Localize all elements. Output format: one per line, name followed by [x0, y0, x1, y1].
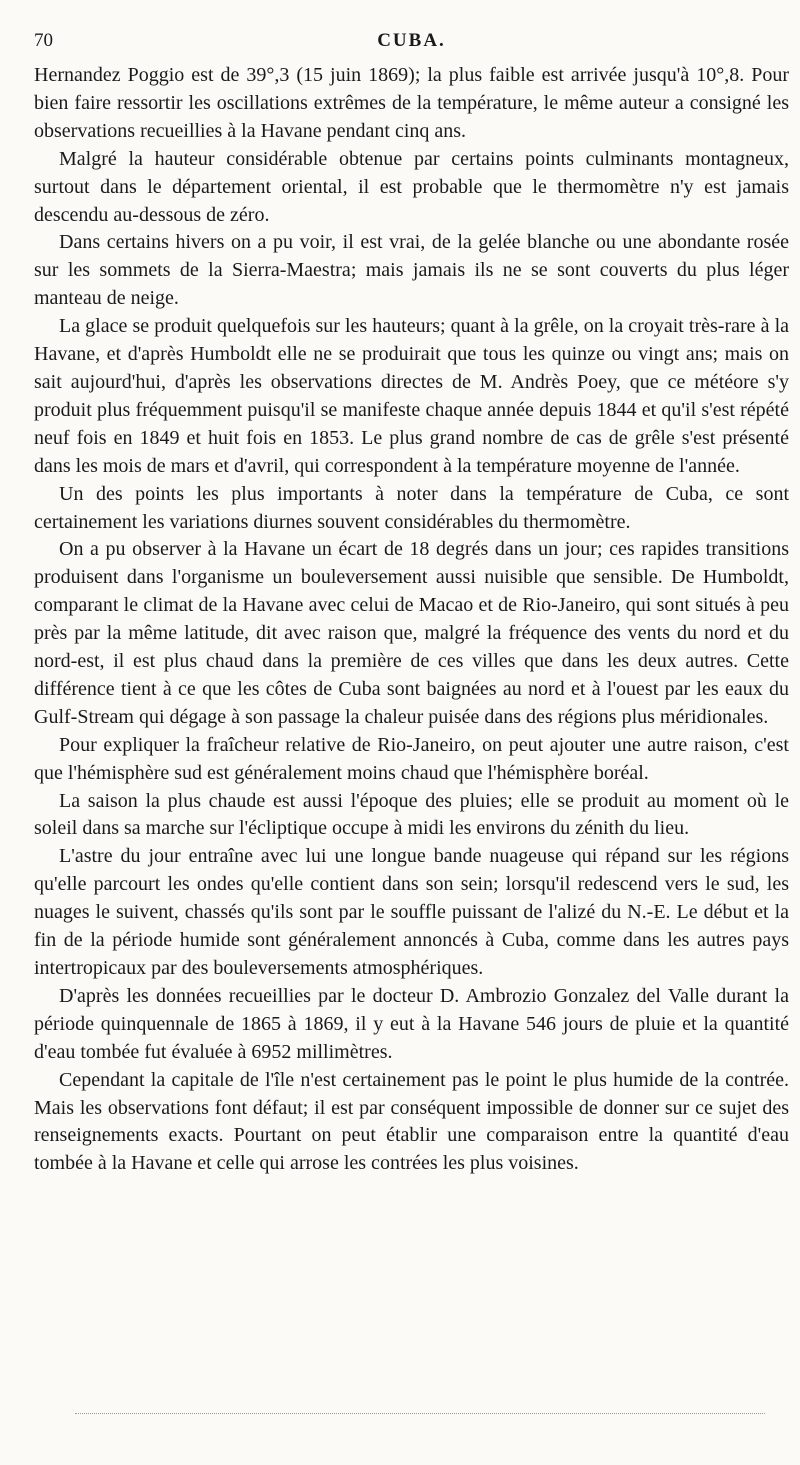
paragraph-6: On a pu observer à la Havane un écart de 18 degrés dans un jour; ces rapides transitions produisent dans l'organisme un bouleversement aussi nuisible que sensible. De Humboldt, comparant le climat de la Havane avec celui de Macao et de Rio-Janeiro, qui sont situés à peu près par la même latitude, dit avec raison que, malgré la fréquence des vents du nord et du nord-est, il est plus chaud dans la première de ces villes que dans les deux autres. Cette différence tient à ce que les côtes de Cuba sont baignées au nord et à l'ouest par les eaux du Gulf-Stream qui dégage à son passage la chaleur puisée dans des régions plus méridionales. [34, 538, 789, 728]
paragraph-8: La saison la plus chaude est aussi l'époque des pluies; elle se produit au moment où le soleil dans sa marche sur l'écliptique occupe à midi les environs du zénith du lieu. [34, 789, 789, 840]
paragraph-10: D'après les données recueillies par le docteur D. Ambrozio Gonzalez del Valle durant la période quinquennale de 1865 à 1869, il y eut à la Havane 546 jours de pluie et la quantité d'eau tombée fut évaluée à 6952 millimètres. [34, 984, 789, 1063]
page-header [34, 30, 789, 60]
paragraph-7: Pour expliquer la fraîcheur relative de Rio-Janeiro, on peut ajouter une autre raison, c'est que l'hémisphère sud est généralement moins chaud que l'hémisphère boréal. [34, 733, 789, 784]
paragraph-3: Dans certains hivers on a pu voir, il est vrai, de la gelée blanche ou une abondante rosée sur les sommets de la Sierra-Maestra; mais jamais ils ne se sont couverts du plus léger manteau de neige. [34, 231, 789, 310]
paragraph-9: L'astre du jour entraîne avec lui une longue bande nuageuse qui répand sur les régions qu'elle parcourt les ondes qu'elle contient dans son sein; lorsqu'il redescend vers le sud, les nuages le suivent, chassés qu'ils sont par le souffle puissant de l'alizé du N.-E. Le début et la fin de la période humide sont généralement annoncés à Cuba, comme dans les autres pays intertropicaux par des bouleversements atmosphériques. [34, 845, 789, 979]
running-head: CUBA. [377, 30, 446, 51]
body-text [34, 62, 789, 1178]
paragraph-11: Cependant la capitale de l'île n'est certainement pas le point le plus humide de la contrée. Mais les observations font défaut; il est par conséquent impossible de donner sur ce sujet des renseignements exacts. Pourtant on peut établir une comparaison entre la quantité d'eau tombée à la Havane et celle qui arrose les contrées les plus voisines. [34, 1068, 789, 1175]
book-page [34, 30, 789, 1178]
paragraph-1: Hernandez Poggio est de 39°,3 (15 juin 1869); la plus faible est arrivée jusqu'à 10°,8. Pour bien faire ressortir les oscillations extrêmes de la température, le même auteur a consigné les observations recueillies à la Havane pendant cinq ans. [34, 64, 789, 142]
footer-dotted-rule [75, 1413, 765, 1414]
paragraph-5: Un des points les plus importants à noter dans la température de Cuba, ce sont certainement les variations diurnes souvent considérables du thermomètre. [34, 482, 789, 533]
paragraph-4: La glace se produit quelquefois sur les hauteurs; quant à la grêle, on la croyait très-rare à la Havane, et d'après Humboldt elle ne se produirait que tous les quinze ou vingt ans; mais on sait aujourd'hui, d'après les observations directes de M. Andrès Poey, que ce météore s'y produit plus fréquemment puisqu'il se manifeste chaque année depuis 1844 et qu'il s'est répété neuf fois en 1849 et huit fois en 1853. Le plus grand nombre de cas de grêle s'est présenté dans les mois de mars et d'avril, qui correspondent à la température moyenne de l'année. [34, 315, 789, 477]
paragraph-2: Malgré la hauteur considérable obtenue par certains points culminants montagneux, surtout dans le département oriental, il est probable que le thermomètre n'y est jamais descendu au-dessous de zéro. [34, 147, 789, 226]
page-number: 70 [34, 30, 53, 51]
